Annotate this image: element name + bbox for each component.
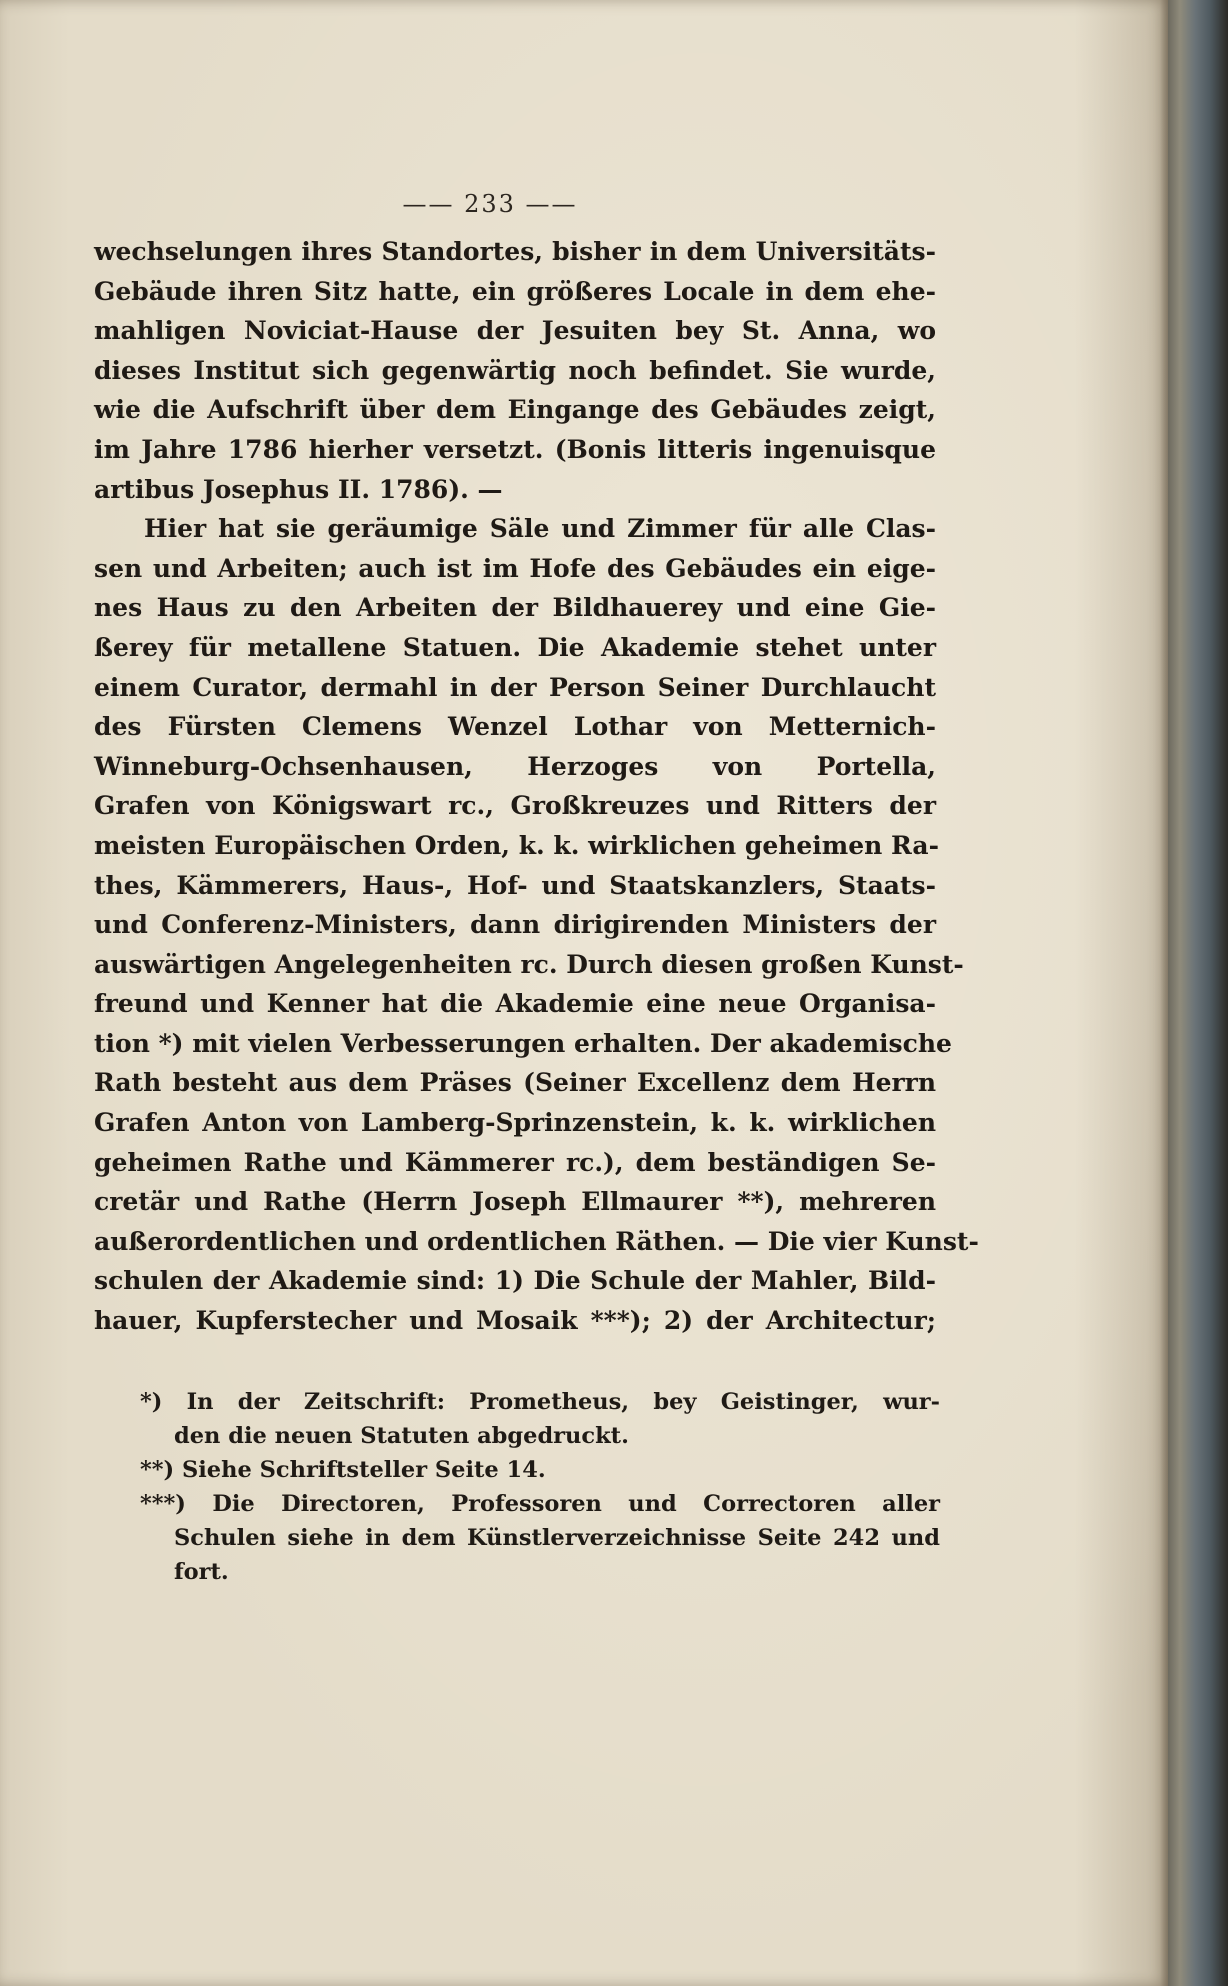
text-line: thes, Kämmerers, Haus-, Hof- und Staatskanzlers, Staats- [94,870,936,900]
text-line: cretär und Rathe (Herrn Joseph Ellmaurer **), mehreren [94,1187,936,1217]
book-spine [1168,0,1228,1986]
footnote-line: Schulen siehe in dem Künstlerverzeichnisse Seite 242 und [174,1525,940,1551]
text-line: tion *) mit vielen Verbesserungen erhalten. Der akademische [94,1028,952,1058]
footnotes [140,1385,940,1589]
text-line: und Conferenz-Ministers, dann dirigirenden Ministers der [94,910,936,940]
text-line: schulen der Akademie sind: 1) Die Schule der Mahler, Bild- [94,1266,936,1296]
footnote-3 [140,1487,940,1589]
text-line: artibus Josephus II. 1786). — [94,474,503,504]
text-line: sen und Arbeiten; auch ist im Hofe des Gebäudes ein eige- [94,553,936,583]
footnote-line: *) In der Zeitschrift: Prometheus, bey Geistinger, wur- [140,1389,940,1415]
text-line: mahligen Noviciat-Hause der Jesuiten bey St. Anna, wo [94,316,936,346]
text-line: dieses Institut sich gegenwärtig noch befindet. Sie wurde, [94,355,936,385]
text-line: des Fürsten Clemens Wenzel Lothar von Metternich- [94,712,936,742]
text-line: hauer, Kupferstecher und Mosaik ***); 2) der Architectur; [94,1306,936,1336]
footnote-line: **) Siehe Schriftsteller Seite 14. [140,1457,546,1483]
footnote-1 [140,1385,940,1453]
text-line: nes Haus zu den Arbeiten der Bildhauerey und eine Gie- [94,593,936,623]
footnote-line: fort. [174,1559,229,1585]
text-line: ßerey für metallene Statuen. Die Akademie stehet unter [94,632,936,662]
footnote-line: den die neuen Statuten abgedruckt. [174,1423,629,1449]
text-line: außerordentlichen und ordentlichen Räthen. — Die vier Kunst- [94,1226,979,1256]
text-line: Gebäude ihren Sitz hatte, ein größeres Locale in dem ehe- [94,276,936,306]
text-line: Grafen Anton von Lamberg-Sprinzenstein, k. k. wirklichen [94,1108,936,1138]
paragraph-1 [94,232,936,509]
footnote-line: ***) Die Directoren, Professoren und Correctoren aller [140,1491,940,1517]
text-line: freund und Kenner hat die Akademie eine neue Organisa- [94,989,936,1019]
text-line: Winneburg-Ochsenhausen, Herzoges von Portella, [94,751,936,781]
text-line: einem Curator, dermahl in der Person Seiner Durchlaucht [94,672,936,702]
text-line: geheimen Rathe und Kämmerer rc.), dem beständigen Se- [94,1147,936,1177]
text-line: im Jahre 1786 hierher versetzt. (Bonis litteris ingenuisque [94,434,936,464]
paragraph-2 [94,509,979,1340]
text-line: wechselungen ihres Standortes, bisher in dem Universitäts- [94,237,936,266]
footnote-2 [140,1453,940,1487]
body-text [94,232,979,1341]
text-line: Rath besteht aus dem Präses (Seiner Excellenz dem Herrn [94,1068,936,1098]
text-line: Grafen von Königswart rc., Großkreuzes und Ritters der [94,791,936,821]
text-line: meisten Europäischen Orden, k. k. wirklichen geheimen Ra- [94,830,939,860]
text-line: wie die Aufschrift über dem Eingange des Gebäudes zeigt, [94,395,936,425]
text-line: auswärtigen Angelegenheiten rc. Durch diesen großen Kunst- [94,949,964,979]
text-line: Hier hat sie geräumige Säle und Zimmer für alle Clas- [144,514,936,544]
page-number: —— 233 —— [402,190,578,218]
